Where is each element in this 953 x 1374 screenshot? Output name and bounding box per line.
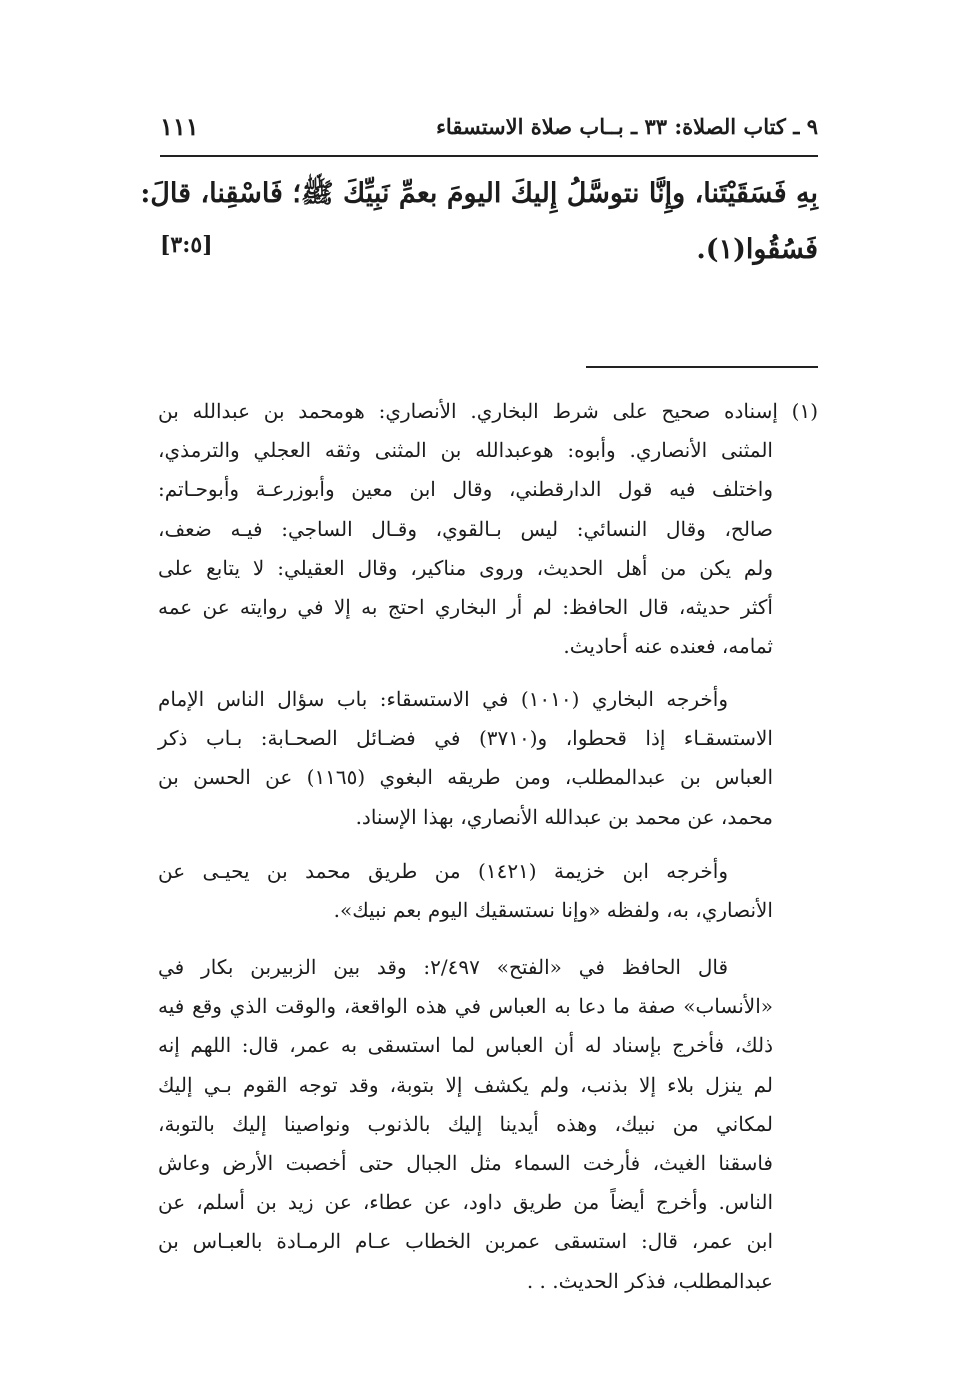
- footnote-line: الاستسقـاء إذا قحطوا، و(٣٧١٠) في فضـائل الصحـابة: بـاب ذكر: [158, 726, 773, 751]
- footnote-line: محمد، عن محمد بن عبدالله الأنصاري، بهذا الإسناد.: [355, 804, 773, 829]
- header-rule: [160, 155, 818, 157]
- footnote-line: لمكاني من نبيك، وهذه أيدينا إليك بالذنوب ونواصينا إليك بالتوبة،: [158, 1111, 773, 1136]
- main-text-line: بِهِ فَسَقَيْتَنا، وإِنَّا نتوسَّلُ إِليكَ اليومَ بعمِّ نَبِيِّكَ ﷺ؛ فَاسْقِنا، قالَ:: [140, 178, 818, 209]
- footnote-line: ولم يكن من أهل الحديث، وروى مناكير، وقال العقيلي: لا يتابع على: [158, 555, 773, 580]
- footnote-line: وأخرجه ابن خزيمة (١٤٢١) من طريق محمد بن يحيـى عن: [158, 859, 728, 883]
- footnote-line: الناس. وأخرج أيضاً من طريق داود، عن عطاء، عن زيد بن أسلم، عن: [158, 1190, 773, 1215]
- footnote-line: لم ينزل بلاء إلا بذنب، ولم يكشف إلا بتوبة، وقد توجه القوم بـي إليك: [158, 1072, 773, 1097]
- footnote-paragraph-3: [158, 852, 818, 930]
- footnote-line: العباس بن عبدالمطلب، ومن طريقه البغوي (١١٦٥) عن الحسن بن: [158, 765, 774, 790]
- footnote-line: وأخرجه البخاري (١٠١٠) في الاستسقاء: باب سؤال الناس الإمام: [158, 687, 729, 711]
- reference-marker: [٣:٥]: [160, 232, 213, 258]
- footnote-line: (١) إسناده صحيح على شرط البخاري. الأنصاري: هومحمد بن عبدالله بن: [158, 399, 818, 423]
- footnote-paragraph-4: [158, 948, 818, 1301]
- footnote-line: ابن عمر، قال: استسقى عمربن الخطاب عـام الرمـادة بالعبـاس بن: [158, 1229, 773, 1254]
- footnote-line: صالح، وقال النسائي: ليس بـالقوي، وقـال الساجي: فيـه ضعف،: [158, 516, 773, 541]
- running-head: ٩ ـ كتاب الصلاة: ٣٣ ـ بــاب صلاة الاستسقاء: [436, 114, 818, 139]
- footnote-line: «الأنساب» صفة ما دعا به العباس في هذه الواقعة، والوقت الذي وقع فيه: [158, 994, 773, 1019]
- footnote-line: ذلك، فأخرج بإسناد له أن العباس لما استسقى به عمر، قال: اللهم إنه: [158, 1033, 773, 1058]
- footnote-line: الأنصاري، به، ولفظه «وإنا نستسقيك اليوم بعم نبيك».: [333, 898, 773, 923]
- footnote-line: قال الحافظ في «الفتح» ٢/٤٩٧: وقد بين الزبيربن بكار في: [158, 955, 729, 979]
- footnote-line: فاسقنا الغيث، فأرخت السماء مثل الجبال حتى أخصبت الأرض وعاش: [158, 1151, 773, 1176]
- footnote-line: ثمامه، فعنده عنه أحاديث.: [563, 634, 773, 659]
- page-header: [160, 108, 818, 152]
- main-text: [140, 166, 818, 278]
- footnote-paragraph-2: [158, 680, 818, 837]
- page-number: ١١١: [160, 112, 199, 141]
- footnote-line: أكثر حديثه، قال الحافظ: لم أر البخاري احتج به إلا في روايته عن عمه: [158, 595, 773, 620]
- footnote-line: عبدالمطلب، فذكر الحديث. . .: [526, 1268, 773, 1293]
- footnote-1: [158, 392, 818, 666]
- main-text-line: فَسُقُوا(١).: [696, 234, 818, 265]
- footnote-line: المثنى الأنصاري. وأبوه: هوعبدالله بن المثنى وثقه العجلي والترمذي،: [158, 438, 773, 463]
- footnote-line: واختلف فيه قول الدارقطني، وقال ابن معين وأبوزرعـة وأبوحـاتم:: [158, 477, 773, 502]
- footnote-rule: [586, 366, 818, 368]
